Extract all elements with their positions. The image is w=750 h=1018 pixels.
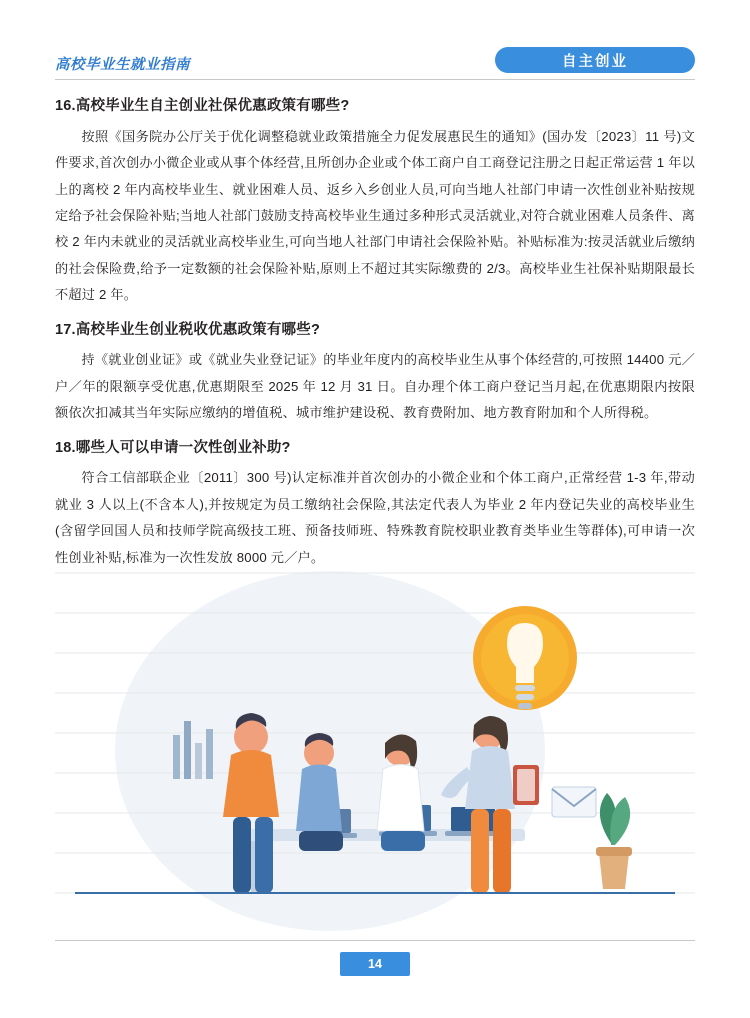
footer-divider — [55, 940, 695, 941]
illustration — [55, 553, 695, 933]
section-tag-badge: 自主创业 — [495, 47, 695, 73]
question-heading-17: 17.高校毕业生创业税收优惠政策有哪些? — [55, 321, 321, 338]
bar-chart — [173, 721, 213, 779]
page-header — [55, 47, 695, 77]
person-standing-right — [441, 716, 515, 893]
answer-paragraph-18: 符合工信部联企业〔2011〕300 号)认定标准并首次创办的小微企业和个体工商户,正常经营 1-3 年,带动就业 3 人以上(不含本人),并按规定为员工缴纳社会保险,其法定代表人为毕业 2 年内登记失业的高校毕业生(含留学回国人员和技师学院高级技工班、预备技师班、特殊教育院校职业教育类毕业生等群体),可申请一次性创业补贴,标准为一次性发放 8000 元／户。 — [55, 470, 695, 565]
person-standing-left — [223, 713, 279, 893]
background-lines — [55, 573, 695, 893]
question-heading-18: 18.哪些人可以申请一次性创业补助? — [55, 439, 291, 456]
envelope-icon — [552, 787, 596, 817]
header-divider — [55, 79, 695, 80]
question-heading-16: 16.高校毕业生自主创业社保优惠政策有哪些? — [55, 98, 350, 114]
illustration-graphic — [55, 553, 695, 933]
plant — [596, 793, 632, 889]
answer-paragraph-16: 按照《国务院办公厅关于优化调整稳就业政策措施全力促发展惠民生的通知》(国办发〔2023〕11 号)文件要求,首次创办小微企业或从事个体经营,且所创办企业或个体工商户自工商登记注册之日起正常运营 1 年以上的离校 2 年内高校毕业生、就业困难人员、返乡入乡创业人员,可向当地人社部门申请一次性创业补贴按规定给予社会保险补贴;当地人社部门鼓励支持高校毕业生通过多种形式灵活就业,对符合就业困难人员条件、离校 2 年内未就业的灵活就业高校毕业生,可向当地人社部门申请社会保险补贴。补贴标准为:按灵活就业后缴纳的社会保险费,给予一定数额的社会保险补贴,原则上不超过其实际缴费的 2/3。高校毕业生社保补贴期限最长不超过 2 年。 — [55, 128, 695, 303]
page-number-badge: 14 — [340, 952, 410, 976]
person-seated-center — [377, 734, 425, 851]
header-title: 高校毕业生就业指南 — [55, 57, 190, 73]
document-body — [55, 88, 695, 574]
lightbulb-icon — [473, 606, 577, 710]
answer-paragraph-17: 持《就业创业证》或《就业失业登记证》的毕业年度内的高校毕业生从事个体经营的,可按照 14400 元／户／年的限额享受优惠,优惠期限至 2025 年 12 月 31 日。自办理个体工商户登记当月起,在优惠期限内按限额依次扣减其当年实际应缴纳的增值税、城市维护建设税、教育费附加、地方教育附加和个人所得税。 — [55, 352, 695, 421]
person-seated-left — [296, 733, 343, 851]
folder — [513, 765, 539, 805]
